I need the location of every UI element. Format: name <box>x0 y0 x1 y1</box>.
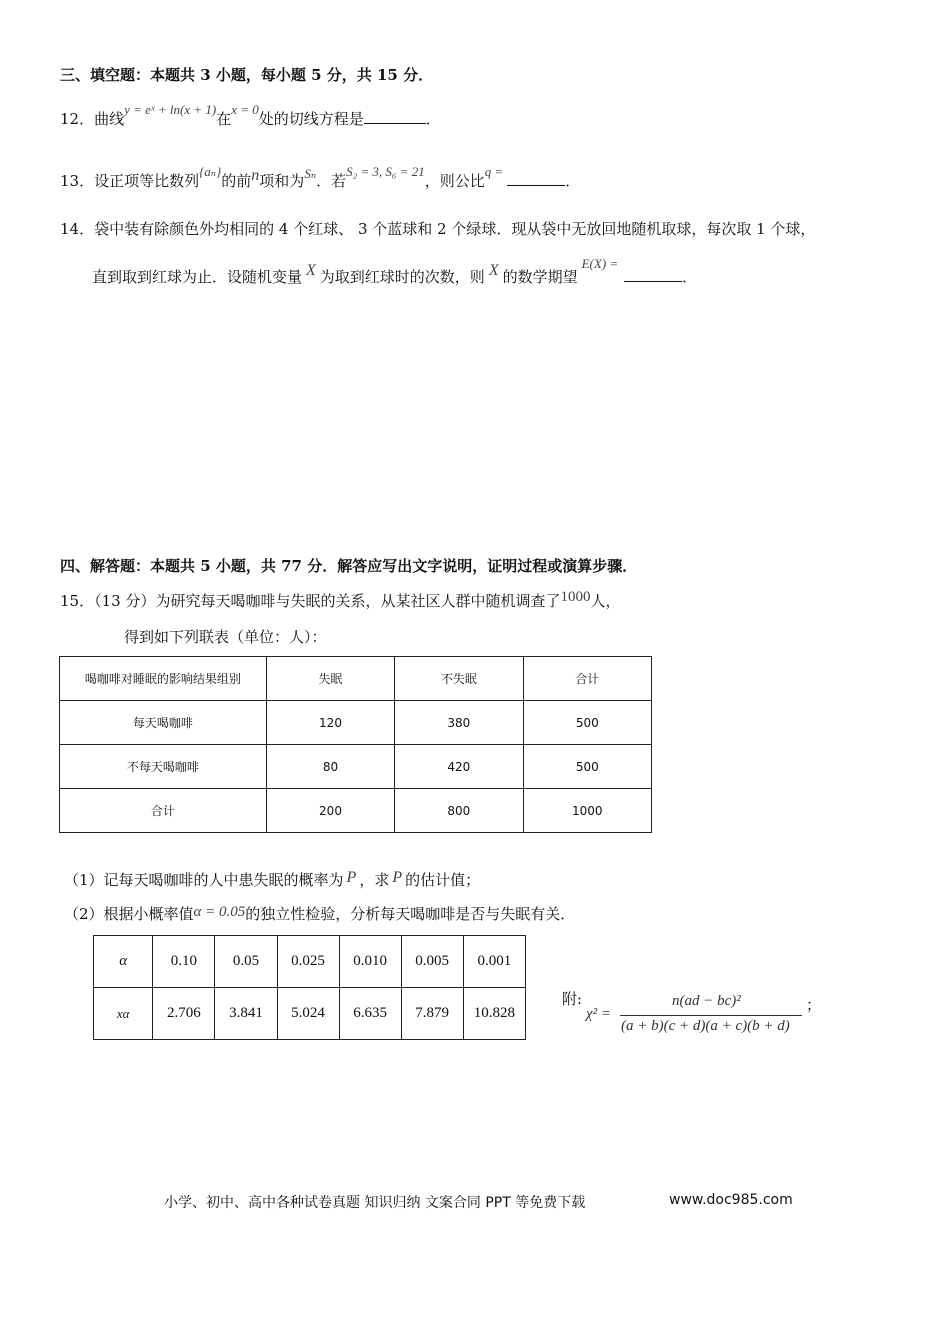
formula-sequence: {aₙ} <box>199 164 222 179</box>
question-14-line-2 <box>92 256 698 287</box>
question-number: 12． <box>60 110 95 128</box>
section-heading-fill-in: 三、填空题：本题共 3 小题，每小题 5 分，共 15 分． <box>60 66 434 84</box>
formula-curve: y = eˣ + ln(x + 1) <box>124 102 217 117</box>
table-row <box>60 745 652 789</box>
question-text: （2）根据小概率值 <box>64 905 194 923</box>
question-number: 14． <box>60 220 95 238</box>
question-end: ． <box>425 110 441 128</box>
table-cell: 420 <box>395 745 523 789</box>
question-text: ，则公比 <box>424 172 485 190</box>
formula-x: X <box>306 262 316 279</box>
question-text: 处的切线方程是 <box>258 110 364 128</box>
question-text: 的估计值； <box>405 871 481 889</box>
table-cell: 1000 <box>523 789 651 833</box>
table-cell: 5.024 <box>277 988 339 1040</box>
answer-blank[interactable] <box>507 171 565 186</box>
footer-text: 小学、初中、高中各种试卷真题 知识归纳 文案合同 PPT 等免费下载 <box>164 1195 586 1211</box>
table-cell: 0.010 <box>339 936 401 988</box>
question-text: ．若 <box>316 172 347 190</box>
question-text: 在 <box>216 110 232 128</box>
table-cell: 6.635 <box>339 988 401 1040</box>
question-15-part-2 <box>64 903 575 924</box>
table-cell: 每天喝咖啡 <box>60 701 267 745</box>
table-cell: 0.05 <box>215 936 277 988</box>
table-cell: 3.841 <box>215 988 277 1040</box>
table-cell: 120 <box>266 701 394 745</box>
chi-square-denominator: (a + b)(c + d)(a + c)(b + d) <box>621 1018 790 1034</box>
question-number: 13． <box>60 172 95 190</box>
question-text: 的前 <box>221 172 252 190</box>
question-12 <box>60 102 441 129</box>
question-text: 的独立性检验，分析每天喝咖啡是否与失眠有关． <box>245 905 576 923</box>
formula-point: x = 0 <box>231 102 259 117</box>
table-header-cell: 合计 <box>523 657 651 701</box>
table-cell: 10.828 <box>463 988 525 1040</box>
table-cell: 0.001 <box>463 936 525 988</box>
table-cell: 500 <box>523 745 651 789</box>
question-text: 人， <box>590 592 621 610</box>
table-cell: 0.10 <box>153 936 215 988</box>
question-text: 袋中装有除颜色外均相同的 4 个红球、 3 个蓝球和 2 个绿球．现从袋中无放回地随机取球，每次取 1 个球， <box>94 220 816 238</box>
question-text: 为取到红球时的次数，则 <box>319 268 485 286</box>
chi-square-numerator: n(ad − bc)² <box>672 993 741 1009</box>
table-cell: 80 <box>266 745 394 789</box>
question-end: ． <box>565 172 581 190</box>
table-cell: 0.025 <box>277 936 339 988</box>
question-15-intro-line-2: 得到如下列联表（单位：人）： <box>124 628 327 646</box>
table-cell: 800 <box>395 789 523 833</box>
question-15-part-1 <box>64 869 480 890</box>
chi-square-lhs: χ² = <box>586 1006 611 1022</box>
formula-q: q = <box>484 164 504 179</box>
table-row-label: α <box>94 936 153 988</box>
table-cell: 0.005 <box>401 936 463 988</box>
formula-x: X <box>488 262 499 279</box>
table-header-row <box>60 657 652 701</box>
question-text: （1）记每天喝咖啡的人中患失眠的概率为 <box>64 871 344 889</box>
footer-site[interactable]: www.doc985.com <box>669 1192 793 1208</box>
formula-end: ； <box>806 996 822 1014</box>
question-text: 直到取到红球为止．设随机变量 <box>92 268 303 286</box>
formula-alpha: α = 0.05 <box>193 904 246 920</box>
question-13 <box>60 164 581 191</box>
question-end: ． <box>682 268 698 286</box>
table-row-alpha <box>94 936 526 988</box>
fraction-bar <box>620 1015 802 1016</box>
contingency-table <box>59 656 652 833</box>
answer-blank[interactable] <box>624 267 682 282</box>
question-text: （13 分）为研究每天喝咖啡与失眠的关系，从某社区人群中随机调查了 <box>94 592 561 610</box>
critical-value-table <box>93 935 526 1040</box>
table-cell: 不每天喝咖啡 <box>60 745 267 789</box>
question-number: 15． <box>60 592 95 610</box>
appendix-label: 附: <box>562 990 583 1008</box>
table-cell: 500 <box>523 701 651 745</box>
question-text: ，求 <box>359 871 390 889</box>
table-cell: 2.706 <box>153 988 215 1040</box>
question-14-line-1 <box>60 218 815 239</box>
formula-n: n <box>251 167 260 184</box>
formula-count: 1000 <box>560 589 591 605</box>
formula-p: P <box>346 869 357 886</box>
table-header-cell: 喝咖啡对睡眠的影响结果组别 <box>60 657 267 701</box>
formula-expectation: E(X) = <box>581 256 619 271</box>
question-text: 曲线 <box>94 110 125 128</box>
answer-blank[interactable] <box>364 109 426 124</box>
question-text: 设正项等比数列 <box>94 172 200 190</box>
formula-p: P <box>392 869 403 886</box>
formula-condition: S₂ = 3, S₆ = 21 <box>346 164 425 179</box>
table-cell: 200 <box>266 789 394 833</box>
table-cell: 合计 <box>60 789 267 833</box>
table-header-cell: 失眠 <box>266 657 394 701</box>
formula-sn: Sₙ <box>304 166 317 181</box>
table-row-critical <box>94 988 526 1040</box>
question-15-intro <box>60 590 620 611</box>
section-heading-solutions: 四、解答题：本题共 5 小题，共 77 分．解答应写出文字说明，证明过程或演算步骤． <box>60 557 638 575</box>
table-header-cell: 不失眠 <box>395 657 523 701</box>
question-text: 的数学期望 <box>502 268 578 286</box>
table-cell: 7.879 <box>401 988 463 1040</box>
table-cell: 380 <box>395 701 523 745</box>
table-row-label: xα <box>94 988 153 1040</box>
table-row <box>60 789 652 833</box>
question-text: 项和为 <box>259 172 305 190</box>
table-row <box>60 701 652 745</box>
